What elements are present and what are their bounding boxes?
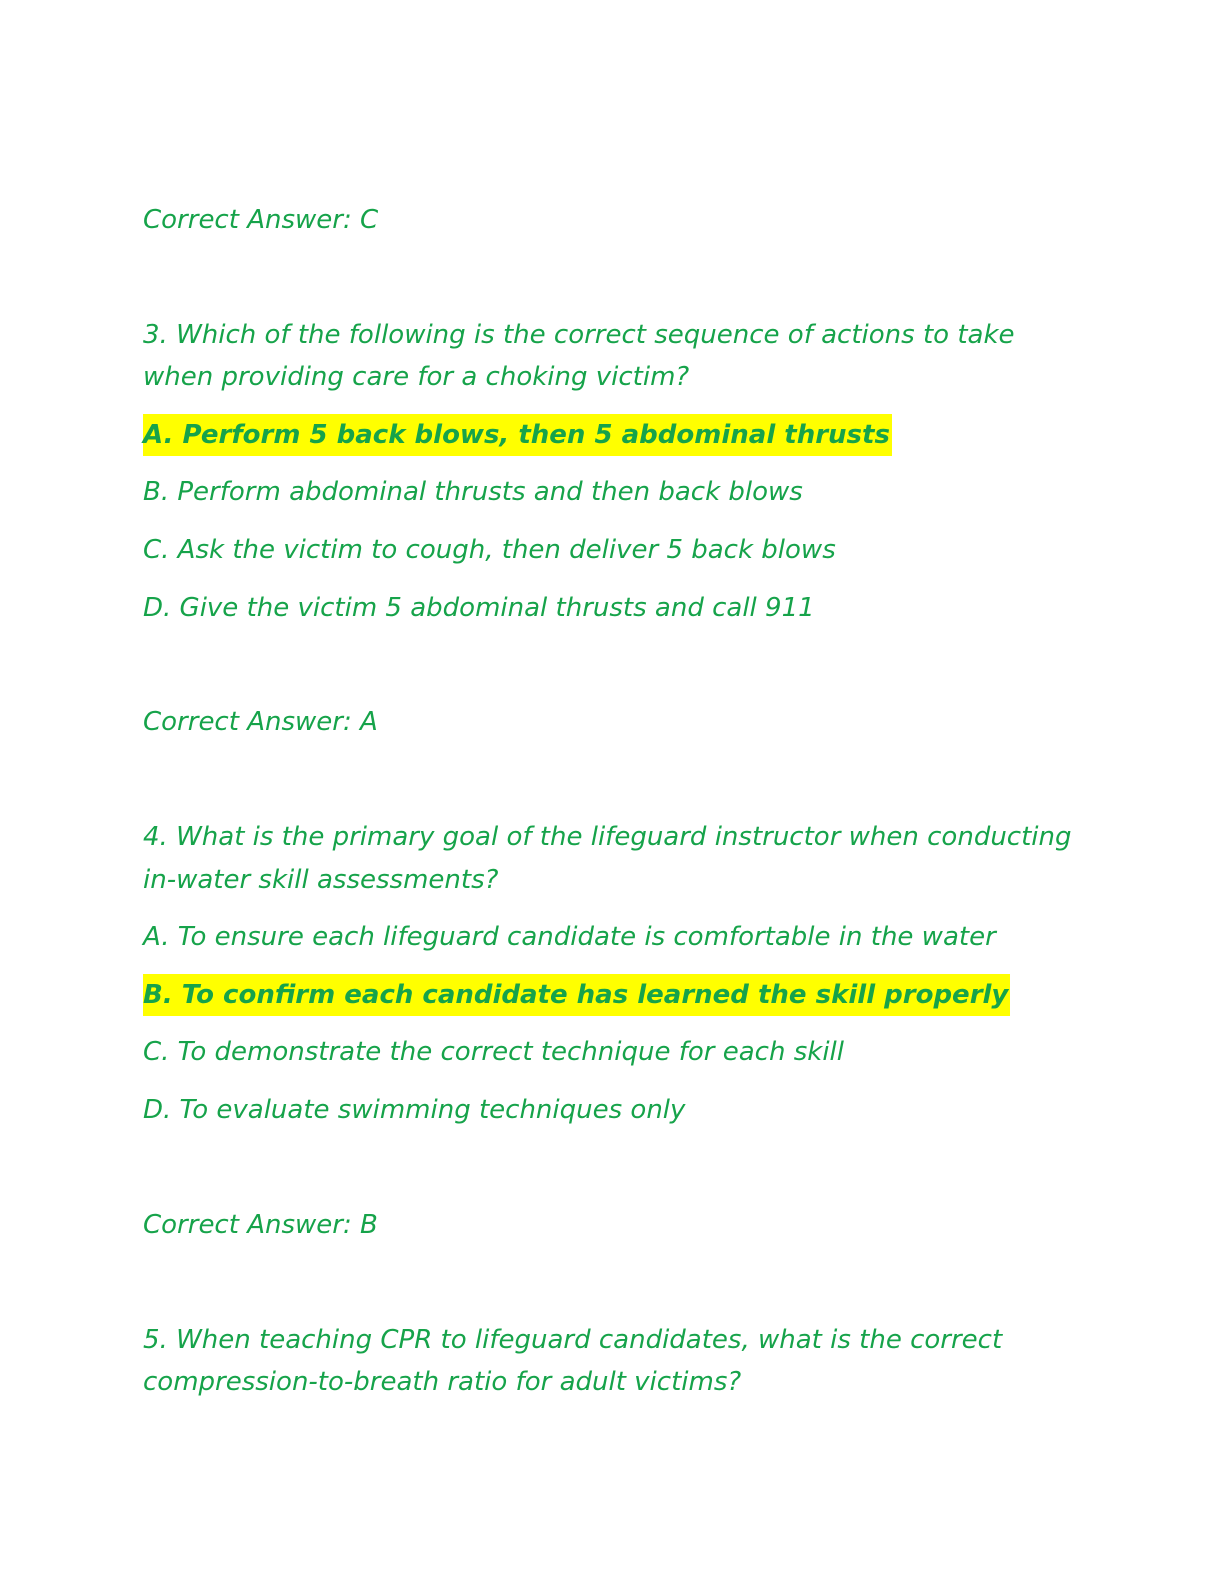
question-3-option-a-highlighted: A. Perform 5 back blows, then 5 abdominal thrusts <box>143 414 892 456</box>
question-5-line-1: 5. When teaching CPR to lifeguard candidates, what is the correct <box>143 1325 1003 1355</box>
question-4-line-1: 4. What is the primary goal of the lifeguard instructor when conducting <box>143 822 1072 852</box>
question-3-option-d: D. Give the victim 5 abdominal thrusts and call 911 <box>143 593 815 623</box>
question-4-option-b-highlighted: B. To confirm each candidate has learned the skill properly <box>143 974 1010 1016</box>
question-3-line-1: 3. Which of the following is the correct sequence of actions to take <box>143 320 1015 350</box>
question-4-correct-answer: Correct Answer: B <box>143 1210 378 1240</box>
question-4-line-2: in-water skill assessments? <box>143 865 499 895</box>
question-3-line-2: when providing care for a choking victim? <box>143 362 690 392</box>
question-3-option-c: C. Ask the victim to cough, then deliver 5 back blows <box>143 535 836 565</box>
question-5-line-2: compression-to-breath ratio for adult victims? <box>143 1367 742 1397</box>
question-4-option-c: C. To demonstrate the correct technique for each skill <box>143 1037 844 1067</box>
question-3-option-b: B. Perform abdominal thrusts and then back blows <box>143 477 803 507</box>
question-4-option-a: A. To ensure each lifeguard candidate is comfortable in the water <box>143 922 996 952</box>
correct-answer-prev: Correct Answer: C <box>143 205 379 235</box>
question-3-correct-answer: Correct Answer: A <box>143 707 378 737</box>
question-4-option-d: D. To evaluate swimming techniques only <box>143 1095 686 1125</box>
